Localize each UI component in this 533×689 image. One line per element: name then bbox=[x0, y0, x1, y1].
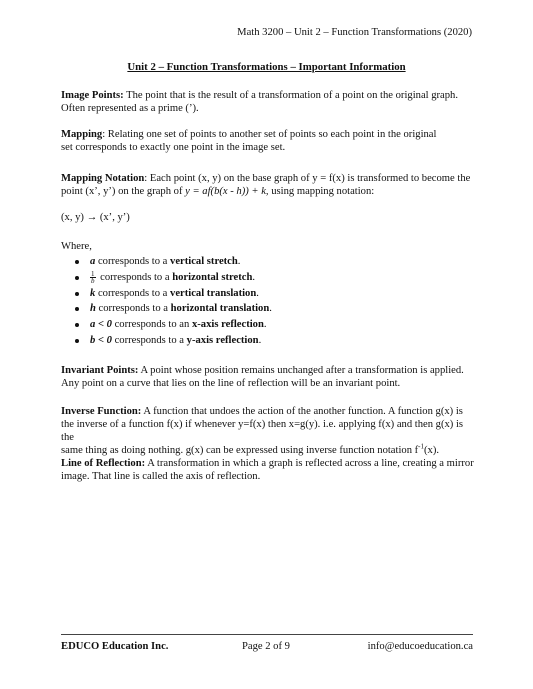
period: . bbox=[263, 319, 267, 331]
transformation-parameter-list bbox=[61, 255, 475, 350]
param-h: h bbox=[90, 303, 96, 315]
invariant-points-definition bbox=[61, 364, 475, 390]
inverse-function-line-1: A function that undoes the action of the another function. A function g(x) is bbox=[141, 406, 463, 417]
mapping-line-1: : Relating one set of points to another set of points so each point in the original bbox=[102, 129, 437, 140]
mapping-arrow-notation: (x, y) → (x’, y’) bbox=[61, 212, 130, 223]
invariant-points-line-1: A point whose position remains unchanged after a transformation is applied. bbox=[138, 365, 464, 376]
period: . bbox=[252, 271, 256, 283]
footer-email: info@educoeducation.ca bbox=[367, 641, 473, 652]
transformation-equation: y = af(b(x - h)) + k, bbox=[185, 186, 269, 197]
param-b-negative: b < 0 bbox=[90, 334, 112, 346]
mapping-notation-term: Mapping Notation bbox=[61, 173, 145, 184]
period: . bbox=[256, 287, 259, 299]
y-axis-reflection-term: y-axis reflection bbox=[186, 334, 259, 346]
image-points-line-2: Often represented as a prime (’). bbox=[61, 103, 199, 114]
mapping-notation-line-1: : Each point (x, y) on the base graph of y = f(x) is transformed to become the bbox=[144, 173, 471, 184]
x-axis-reflection-term: x-axis reflection bbox=[191, 319, 264, 331]
param-a-negative-text: corresponds to an bbox=[111, 319, 192, 331]
horizontal-stretch-term: horizontal stretch bbox=[172, 271, 253, 283]
param-a-text: corresponds to a bbox=[95, 256, 171, 267]
image-points-line-1: The point that is the result of a transformation of a point on the original graph. bbox=[123, 90, 459, 101]
param-k: k bbox=[90, 287, 96, 299]
list-item bbox=[61, 287, 475, 303]
mapping-term: Mapping bbox=[61, 129, 103, 140]
one-over-b-fraction bbox=[90, 271, 96, 284]
where-label: Where, bbox=[61, 241, 92, 252]
list-item bbox=[61, 334, 475, 350]
footer-company: EDUCO Education Inc. bbox=[61, 641, 169, 652]
inverse-function-term: Inverse Function: bbox=[61, 406, 142, 417]
document-title: Unit 2 – Function Transformations – Important Information bbox=[127, 61, 406, 73]
list-item bbox=[61, 318, 475, 334]
invariant-points-term: Invariant Points: bbox=[61, 365, 139, 376]
page-header: Math 3200 – Unit 2 – Function Transformations (2020) bbox=[237, 27, 472, 38]
line-of-reflection-line-2: image. That line is called the axis of reflection. bbox=[61, 471, 261, 482]
image-points-definition bbox=[61, 89, 475, 115]
param-b-text: corresponds to a bbox=[97, 271, 173, 283]
param-b-negative-text: corresponds to a bbox=[111, 334, 187, 346]
line-of-reflection-line-1: A transformation in which a graph is reflected across a line, creating a mirror bbox=[145, 458, 474, 469]
vertical-translation-term: vertical translation bbox=[170, 287, 257, 299]
footer-page-number: Page 2 of 9 bbox=[242, 641, 290, 652]
param-h-text: corresponds to a bbox=[95, 303, 171, 315]
fraction-denominator: b bbox=[91, 276, 95, 285]
line-of-reflection-term: Line of Reflection: bbox=[61, 458, 146, 469]
param-a-negative: a < 0 bbox=[90, 319, 112, 331]
period: . bbox=[237, 256, 241, 267]
inverse-function-line-3b: (x). bbox=[424, 445, 440, 456]
param-a: a bbox=[90, 256, 96, 267]
mapping-notation-line-2a: point (x’, y’) on the graph of bbox=[61, 186, 186, 197]
horizontal-translation-term: horizontal translation bbox=[170, 303, 270, 315]
line-of-reflection-definition bbox=[61, 457, 475, 483]
period: . bbox=[269, 303, 272, 315]
period: . bbox=[258, 334, 262, 346]
list-item bbox=[61, 271, 475, 287]
param-k-text: corresponds to a bbox=[95, 287, 171, 299]
invariant-points-line-2: Any point on a curve that lies on the line of reflection will be an invariant point. bbox=[61, 378, 401, 389]
inverse-superscript: -1 bbox=[418, 442, 425, 451]
list-item bbox=[61, 302, 475, 318]
mapping-notation-line-2b: using mapping notation: bbox=[268, 186, 375, 197]
inverse-function-definition bbox=[61, 405, 475, 457]
list-item bbox=[61, 255, 475, 271]
inverse-function-line-3a: same thing as doing nothing. g(x) can be expressed using inverse function notation f bbox=[61, 445, 419, 456]
mapping-notation-definition bbox=[61, 172, 475, 198]
inverse-function-line-2: the inverse of a function f(x) if whenever y=f(x) then x=g(y). i.e. applying f(x) and then g(x) is the bbox=[61, 419, 464, 443]
image-points-term: Image Points: bbox=[61, 90, 124, 101]
mapping-line-2: set corresponds to exactly one point in the image set. bbox=[61, 142, 286, 153]
footer-divider bbox=[61, 634, 473, 635]
vertical-stretch-term: vertical stretch bbox=[170, 256, 238, 267]
fraction-numerator: 1 bbox=[91, 269, 95, 278]
page-footer bbox=[61, 640, 473, 654]
mapping-definition bbox=[61, 128, 475, 154]
